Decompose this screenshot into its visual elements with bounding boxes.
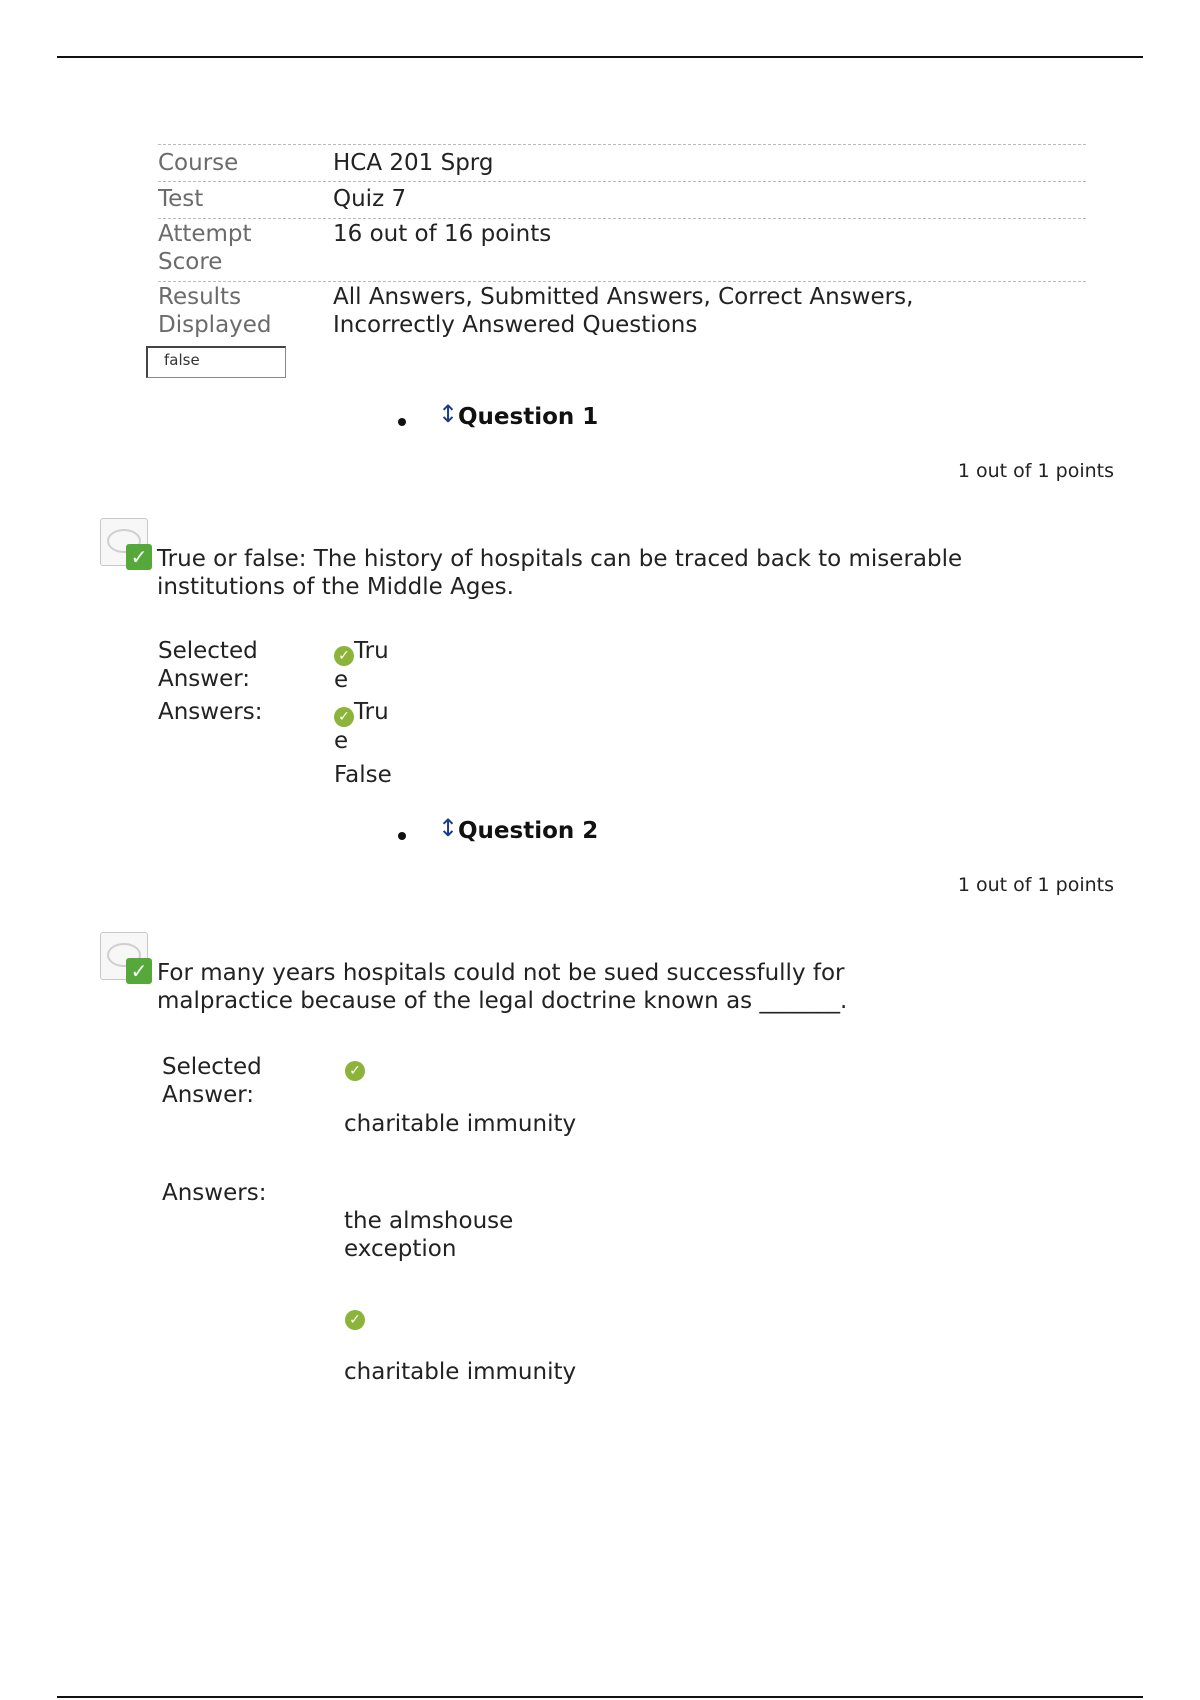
attempt-score-value: 16 out of 16 points: [333, 221, 552, 247]
question-1-points: 1 out of 1 points: [957, 460, 1114, 482]
sort-arrow-icon[interactable]: ↕: [438, 400, 459, 428]
question-1-answer-option: False: [334, 762, 392, 788]
correct-check-icon: ✓: [334, 707, 354, 727]
question-1-selected-label: Selected Answer:: [158, 638, 258, 692]
course-value: HCA 201 Sprg: [333, 150, 494, 176]
course-label: Course: [158, 150, 239, 176]
question-1-answer-option: ✓ True: [334, 699, 389, 754]
question-2-answer-option: charitable immunity: [344, 1359, 577, 1385]
question-2-selected-label: Selected Answer:: [162, 1054, 262, 1108]
summary-row-attempt-score: [158, 218, 1086, 281]
summary-row-test: [158, 181, 1086, 218]
question-2-title: Question 2: [458, 818, 599, 844]
test-summary-table: [158, 144, 1086, 346]
top-divider: [57, 56, 1143, 58]
attempt-score-label: Attempt Score: [158, 221, 252, 275]
test-value: Quiz 7: [333, 186, 407, 212]
bullet-icon: [398, 832, 406, 840]
bottom-divider: [57, 1696, 1143, 1698]
hidden-false-field[interactable]: false: [146, 346, 286, 378]
summary-row-results-displayed: [158, 281, 1086, 346]
question-1-text: True or false: The history of hospitals can be traced back to miserable institutions of the Middle Ages.: [157, 546, 963, 600]
test-label: Test: [158, 186, 204, 212]
sort-arrow-icon[interactable]: ↕: [438, 814, 459, 842]
correct-status-icon: ✓: [100, 932, 152, 984]
correct-check-icon: ✓: [345, 1058, 365, 1081]
summary-row-course: [158, 144, 1086, 181]
question-1-selected-answer: ✓ True: [334, 638, 389, 693]
question-2-points: 1 out of 1 points: [957, 874, 1114, 896]
correct-status-icon: ✓: [100, 518, 152, 570]
question-2-selected-answer: charitable immunity: [344, 1111, 577, 1137]
question-2-answers-label: Answers:: [162, 1180, 267, 1206]
question-1-answers-label: Answers:: [158, 699, 263, 725]
correct-check-icon: ✓: [334, 646, 354, 666]
correct-check-icon: ✓: [345, 1307, 365, 1330]
results-displayed-label: Results Displayed: [158, 284, 272, 338]
bullet-icon: [398, 418, 406, 426]
question-2-text: For many years hospitals could not be sued successfully for malpractice because of the legal doctrine known as _______.: [157, 960, 848, 1014]
question-2-answer-option: the almshouse exception: [344, 1208, 514, 1262]
results-displayed-value: All Answers, Submitted Answers, Correct Answers, Incorrectly Answered Questions: [333, 284, 914, 338]
question-1-title: Question 1: [458, 404, 599, 430]
